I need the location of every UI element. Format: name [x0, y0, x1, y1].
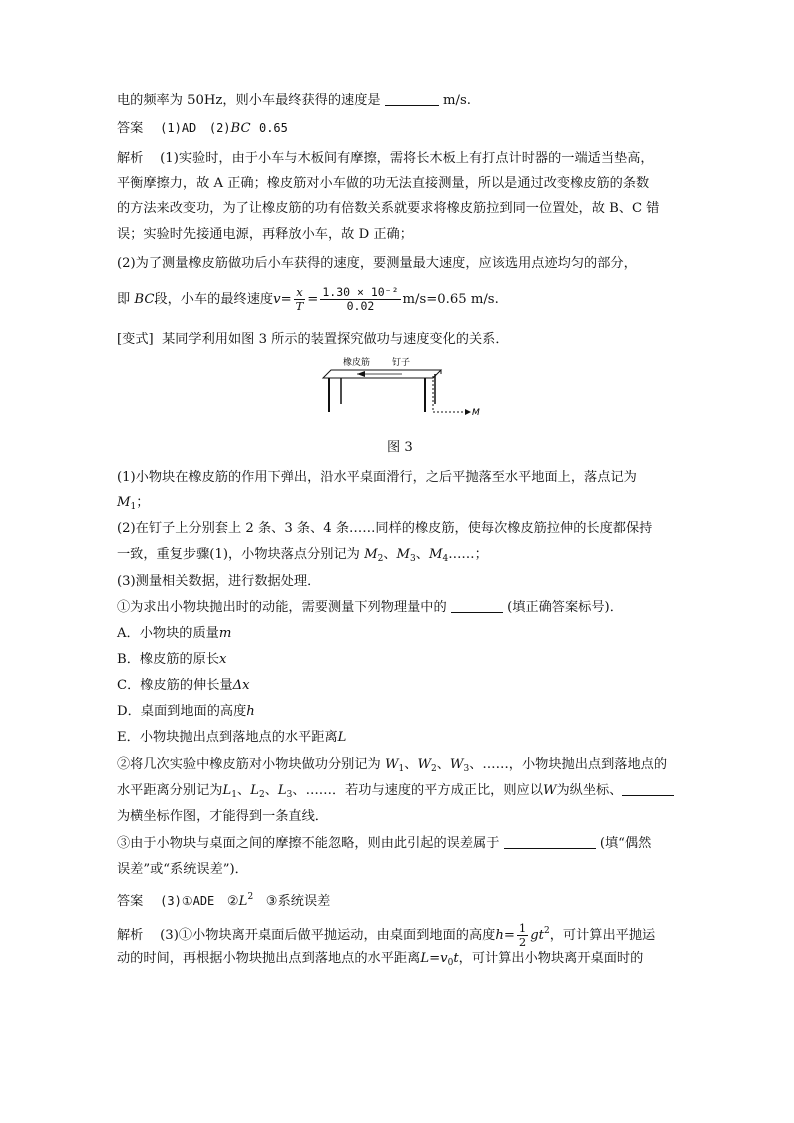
text: =: [280, 292, 292, 307]
text: BC: [230, 121, 251, 136]
text: v: [273, 292, 281, 307]
text: BC: [134, 292, 155, 307]
text: 即: [117, 292, 131, 307]
text-line: 误差”或“系统误差”)．: [117, 862, 248, 877]
option-d: D．桌面到地面的高度h: [117, 704, 255, 719]
text-line: (1)小物块在橡皮筋的作用下弹出，沿水平桌面滑行，之后平抛落至水平地面上，落点记为: [117, 470, 637, 485]
text-line: (2)为了测量橡皮筋做功后小车获得的速度，要测量最大速度，应该选用点迹均匀的部分，: [117, 256, 637, 271]
answer-blank: [504, 835, 596, 849]
text: M: [117, 495, 131, 510]
numerator: 1.30 × 10⁻²: [322, 285, 399, 299]
table-apparatus-figure: [317, 354, 480, 424]
fraction: [320, 286, 400, 313]
text: (填正确答案标号)．: [507, 600, 623, 615]
text: ……；: [448, 547, 488, 562]
answer-blank: [622, 782, 674, 796]
figure-label: 钉子: [392, 358, 411, 368]
text-line: [117, 92, 471, 110]
text-line: 一致，重复步骤(1)，小物块落点分别记为 $M_2$、$M_3$、$M_4\dots\dots$；: [117, 547, 488, 564]
text-line: 的方法来改变功，为了让橡皮筋的功有倍数关系就要求将橡皮筋拉到同一位置处，故 B、C 错: [117, 201, 660, 216]
text: M: [364, 547, 378, 562]
text: 0.65: [258, 121, 288, 135]
text-line: ③由于小物块与桌面之间的摩擦不能忽略，则由此引起的误差属于 (填“偶然: [117, 836, 652, 851]
text: (1)实验时，由于小车与木板间有摩擦，需将长木板上有打点计时器的一端适当垫高，: [160, 151, 654, 166]
text: ①为求出小物块抛出时的动能，需要测量下列物理量中的: [117, 600, 447, 615]
answer-blank: [385, 92, 439, 106]
text-line: 平衡摩擦力，故 A 正确；橡皮筋对小车做的功无法直接测量，所以是通过改变橡皮筋的条数: [117, 176, 650, 191]
figure-label: M: [472, 408, 480, 418]
text: m/s=0.65 m/s.: [402, 292, 499, 307]
text: (2): [208, 121, 231, 135]
answer-line: [117, 119, 288, 138]
option-c: C．橡皮筋的伸长量Δx: [117, 678, 250, 693]
figure-label: 橡皮筋: [343, 358, 371, 368]
denominator: T: [295, 299, 304, 313]
text: M: [396, 547, 411, 562]
text-line: [117, 331, 509, 349]
text-line: 为横坐标作图，才能得到一条直线．: [117, 809, 328, 824]
denominator: 0.02: [346, 299, 375, 313]
text: M: [428, 547, 443, 562]
answer-blank: [451, 599, 503, 613]
text-line: ②将几次实验中橡皮筋对小物块做功分别记为 $W_1$、$W_2$、$W_3$、……，小物块抛出点到落地点的: [117, 757, 668, 774]
formula-line: [117, 282, 499, 318]
option-b: B．橡皮筋的原长x: [117, 652, 227, 667]
text-line: 动的时间，再根据小物块抛出点到落地点的水平距离$L=v_0t$，可计算出小物块离开桌面时的: [117, 951, 644, 968]
formula-line: 解析 (3)①小物块离开桌面后做平抛运动，由桌面到地面的高度h= $\frac{1}{2}$ $gt^2$，可计算出平抛运: [117, 921, 656, 949]
text: 某同学利用如图 3 所示的装置探究做功与速度变化的关系．: [162, 332, 509, 347]
analysis-label: 解析: [117, 151, 144, 166]
text: 一致，重复步骤(1)，小物块落点分别记为: [117, 547, 360, 562]
numerator: 1: [518, 921, 527, 935]
text: 段，小车的最终速度: [154, 292, 274, 307]
text-line: [117, 150, 654, 168]
text-line: 误；实验时先接通电源，再释放小车，故 D 正确；: [117, 227, 413, 242]
figure-caption: 图 3: [387, 440, 413, 455]
text-line: [117, 599, 623, 617]
text-line: 水平距离分别记为$L_1$、$L_2$、$L_3$、……．若功与速度的平方成正比，则应以W为纵坐标、: [117, 782, 674, 804]
text: 1: [130, 502, 137, 512]
numerator: x: [294, 286, 306, 300]
text-line: [117, 494, 149, 516]
text: m/s.: [443, 93, 471, 108]
option-e: E．小物块抛出点到落地点的水平距离L: [117, 730, 347, 745]
text: 电的频率为 50Hz，则小车最终获得的速度是: [117, 93, 381, 108]
text-line: (3)测量相关数据，进行数据处理．: [117, 574, 321, 589]
fraction: [294, 286, 306, 313]
answer-line: 答案 (3)①ADE $②L^2$ ③系统误差: [117, 892, 331, 909]
fraction: [517, 922, 528, 949]
denominator: 2: [518, 935, 527, 949]
option-a: A．小物块的质量m: [117, 626, 232, 641]
text: (1)AD: [160, 121, 197, 135]
variant-label: [变式]: [117, 332, 154, 347]
answer-label: 答案: [117, 121, 144, 136]
text: =: [307, 292, 319, 307]
text: ；: [136, 495, 150, 510]
text-line: (2)在钉子上分别套上 2 条、3 条、4 条……同样的橡皮筋，使每次橡皮筋拉伸的长度都保持: [117, 521, 653, 536]
